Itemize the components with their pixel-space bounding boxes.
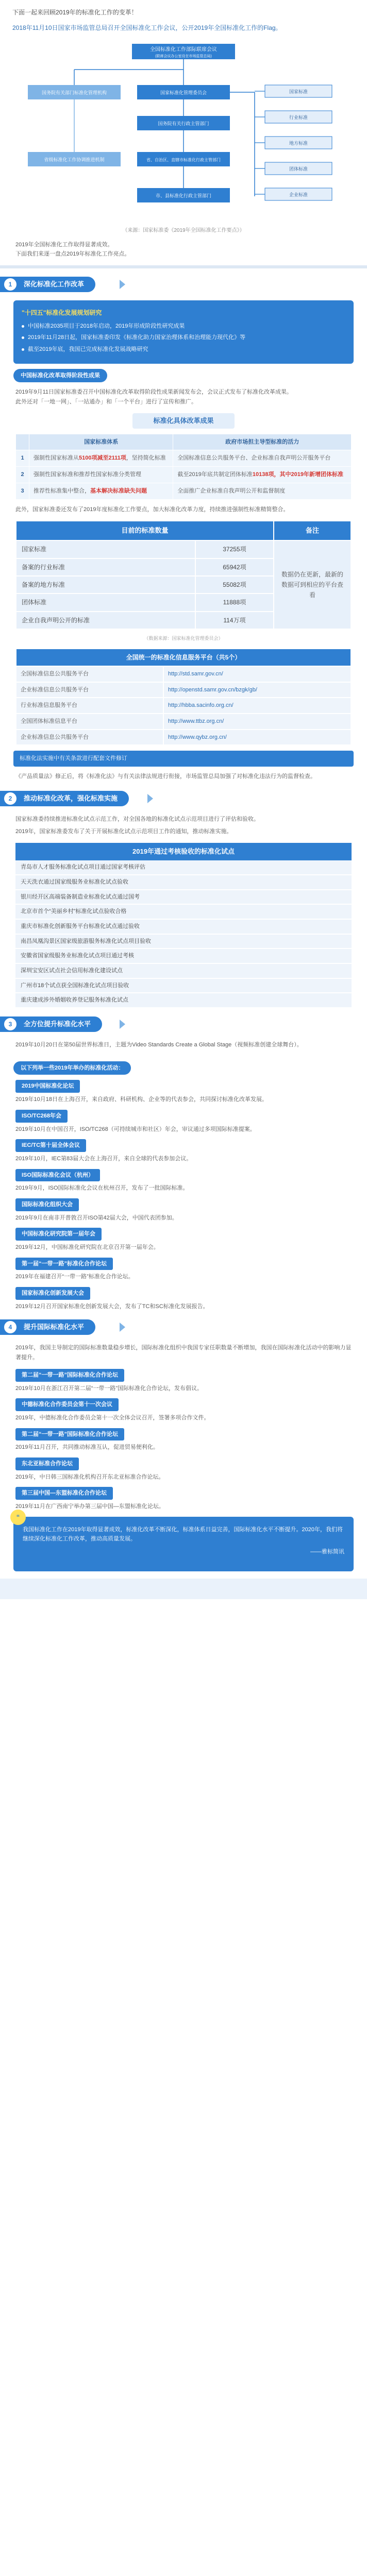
platform-title: 全国统一的标准化信息服务平台（共5个） <box>16 649 351 666</box>
section-1-ribbon <box>0 277 95 292</box>
trial-list <box>15 860 352 1008</box>
section-4-ribbon <box>0 1319 95 1335</box>
org-mid-label-3: 市、县标准化行政主管部门 <box>155 193 212 198</box>
results-col-a: 国家标准体系 <box>29 434 173 450</box>
list-item: 青岛市人才服务标准化试点项目通过国家考核评估 <box>15 860 352 875</box>
org-root-label: 全国标准化工作部际联席会议 <box>150 46 217 53</box>
section-1-title: 深化标准化工作改革 <box>24 280 85 289</box>
ribbon-arrow-icon <box>120 280 125 289</box>
closing-text: 我国标准化工作在2019年取得显著成效，标准化改革不断深化，标准体系日益完善，国际标准化水平不断提升。2020年，我们将继续深化标准化工作改革，推动高质量发展。 <box>23 1526 343 1543</box>
closing-sign: ——雅标简讯 <box>310 1549 344 1555</box>
stats-header-note: 备注 <box>274 521 351 540</box>
org-right-label-2: 地方标准 <box>289 140 308 146</box>
law-note-bar: 标准化法实施中有关条款进行配套文件修订 <box>13 751 354 767</box>
org-right-label-3: 团体标准 <box>289 166 308 172</box>
quote-icon: “ <box>10 1510 26 1525</box>
section-1-panel-list <box>22 321 345 354</box>
timeline-item: 中国标准化研究院第一届年会 2019年12月，中国标准化研究院在北京召开第一届年会。 <box>15 1228 352 1252</box>
timeline-item: 第二届“一带一路”国际标准化合作论坛 2019年10月在浙江召开第二届“一带一路”国际标准化合作论坛，发布倡议。 <box>15 1369 352 1393</box>
platform-link[interactable]: http://openstd.samr.gov.cn/bzgk/gb/ <box>163 682 351 698</box>
timeline-item: 第二届“一带一路”国际标准化合作论坛 2019年11月召开，共同推动标准互认，促进贸易便利化。 <box>15 1428 352 1452</box>
section-1-panel-title: "十四五"标准化发展规划研究 <box>22 309 102 317</box>
platform-link[interactable]: http://www.qybz.org.cn/ <box>163 730 351 745</box>
results-table <box>15 434 352 500</box>
stats-note: 数据仍在更新，最新的数据可到相应的平台查看 <box>274 540 351 629</box>
org-mid-label-0: 国家标准化管理委员会 <box>160 90 207 95</box>
timeline-item: ISO国际标准化会议（杭州） 2019年9月，ISO国际标准化会议在杭州召开，发布了一批国际标准。 <box>15 1169 352 1193</box>
timeline-item: 东北亚标准合作论坛 2019年，中日韩三国标准化机构召开东北亚标准合作论坛。 <box>15 1458 352 1482</box>
table-row: 备案的地方标准 55082项 <box>16 576 351 594</box>
table-row: 团体标准 11888项 <box>16 594 351 611</box>
section-3-timeline <box>15 1080 352 1311</box>
section-4-timeline <box>15 1369 352 1512</box>
section-4-number: 4 <box>4 1321 16 1333</box>
section-3-pill: 以下列举一些2019年举办的标准化活动： <box>13 1061 131 1075</box>
table-row: 企业标准信息公共服务平台 http://openstd.samr.gov.cn/bzgk/gb/ <box>16 682 351 698</box>
law-note-para: 《产品质量法》修正后，将《标准化法》与有关法律法规进行衔接，市场监管总局加强了对标准化违法行为的监督检查。 <box>15 773 316 780</box>
section-4-header <box>0 1316 367 1339</box>
table-row: 1 强制性国家标准从5100项减至2111项，坚持简化标准 全国标准信息公共服务平台、企业标准自我声明公开服务平台 <box>16 450 352 467</box>
section-1-para <box>0 387 367 406</box>
para-after-chart <box>0 240 367 259</box>
list-item: 深圳宝安区试点社会信用标准化建设试点 <box>15 964 352 979</box>
org-right-label-0: 国家标准 <box>289 89 308 94</box>
platform-link[interactable]: http://www.ttbz.org.cn/ <box>163 714 351 730</box>
section-1-para-1: 2019年9月11日国家标准委召开中国标准化改革取得阶段性成果新闻发布会，会议正式发布了标准化改革成果。 <box>15 389 293 396</box>
timeline-item: 国际标准化组织大会 2019年9月在南非开普敦召开ISO第42届大会，中国代表团参加。 <box>15 1198 352 1223</box>
timeline-item: IEC/TC第十届全体会议 2019年10月，IEC第83届大会在上海召开，来自全球的代表参加会议。 <box>15 1139 352 1163</box>
stats-header: 目前的标准数量 <box>16 521 274 540</box>
org-mid-label-1: 国务院有关行政主管部门 <box>158 121 209 126</box>
section-4-title: 提升国际标准化水平 <box>24 1323 85 1331</box>
list-item: 南昌凤凰沟景区国家级旅游服务标准化试点项目验收 <box>15 935 352 950</box>
ribbon-arrow-icon <box>120 1020 125 1029</box>
list-item: 银川经开区高端装备制造业标准化试点通过国考 <box>15 890 352 905</box>
section-1-panel <box>13 300 354 363</box>
platform-link[interactable]: http://hbba.sacinfo.org.cn/ <box>163 698 351 714</box>
org-right-label-4: 企业标准 <box>289 192 308 197</box>
org-left-label-0: 国务院有关部门标准化管理机构 <box>41 90 107 95</box>
timeline-item: 国家标准化创新发展大会 2019年12月召开国家标准化创新发展大会，发布了TC和SC标准化发展报告。 <box>15 1287 352 1311</box>
section-1-header <box>0 274 367 296</box>
section-1-para-2: 此外还对「一地一网」、「一站通办」和「一个平台」进行了宣传和推广。 <box>15 398 197 405</box>
platform-link[interactable]: http://std.samr.gov.cn/ <box>163 666 351 682</box>
timeline-item: 2019中国标准化论坛 2019年10月18日在上海召开，来自政府、科研机构、企业等的代表参会，共同探讨标准化改革发展。 <box>15 1080 352 1104</box>
table-row: 企业标准信息公共服务平台 http://www.qybz.org.cn/ <box>16 730 351 745</box>
table-row: 3 推荐性标准集中整合，基本解决标准缺失问题 全面推广企业标准自我声明公开和监督制度 <box>16 483 352 499</box>
timeline-item: 第一届“一带一路”标准化合作论坛 2019年在福建召开“一带一路”标准化合作论坛。 <box>15 1258 352 1282</box>
list-item: 截至2019年底，我国已完成标准化发展战略研究 <box>22 345 345 354</box>
list-item: 重庆建成涉外婚姻收养登记服务标准化试点 <box>15 993 352 1008</box>
section-2-header <box>0 788 367 810</box>
stats-table <box>15 520 352 630</box>
table-row: 国家标准 37255项 数据仍在更新，最新的数据可到相应的平台查看 <box>16 540 351 558</box>
section-divider <box>0 265 367 268</box>
section-3-header <box>0 1013 367 1036</box>
list-item: 北京市首个“美丽乡村”标准化试点验收合格 <box>15 905 352 920</box>
results-para: 此外，国家标准委还发布了2019年度标准化工作要点，加大标准化改革力度，持续推进强制性标准精简整合。 <box>15 506 289 513</box>
org-mid-label-2: 省、自治区、直辖市标准化行政主管部门 <box>146 157 221 162</box>
stats-source: （数据来源：国家标准化管理委员会） <box>144 636 223 641</box>
table-row: 2 强制性国家标准和推荐性国家标准分类管理 截至2019年底共制定团体标准10138项，其中2019年新增团体标准 <box>16 467 352 483</box>
ribbon-arrow-icon <box>120 1323 125 1332</box>
stats-wrap <box>15 520 352 630</box>
section-2-title: 推动标准化改革，强化标准实施 <box>24 794 118 802</box>
table-row: 备案的行业标准 65942项 <box>16 558 351 576</box>
section-1-number: 1 <box>4 278 16 291</box>
org-root-note: (联席会议办公室设在市场监管总局) <box>155 54 212 58</box>
intro-line-2: 2018年11月10日国家市场监管总局召开全国标准化工作会议，公开2019年全国标准化工作的Flag。 <box>12 24 282 32</box>
section-3-title: 全方位提升标准化水平 <box>24 1020 91 1028</box>
timeline-item: 中德标准化合作委员会第十一次会议 2019年，中德标准化合作委员会第十一次全体会议召开，签署多项合作文件。 <box>15 1398 352 1422</box>
org-chart-caption: （来源：国家标准委《2019年全国标准化工作要点》） <box>122 227 245 233</box>
section-3-number: 3 <box>4 1018 16 1030</box>
platform-table <box>15 648 352 746</box>
footer-band <box>0 1579 367 1599</box>
trial-title: 2019年通过考核验收的标准化试点 <box>15 843 352 860</box>
section-1-pill: 中国标准化改革取得阶段性成果 <box>13 369 107 383</box>
para-after-chart-1: 2019年全国标准化工作取得显著成效。 <box>15 241 113 248</box>
closing-panel <box>13 1513 354 1571</box>
timeline-item: ISO/TC268年会 2019年10月在中国召开，ISO/TC268（可持续城市和社区）年会，审议通过多项国际标准提案。 <box>15 1110 352 1134</box>
list-item: 天天洗衣通过国家级服务业标准化试点验收 <box>15 875 352 890</box>
results-title: 标准化具体改革成果 <box>0 413 367 429</box>
list-item: 中国标准2035项目于2018年启动，2019年形成阶段性研究成果 <box>22 321 345 331</box>
intro <box>0 0 367 33</box>
table-row: 行业标准信息服务平台 http://hbba.sacinfo.org.cn/ <box>16 698 351 714</box>
timeline-item: 第三届中国—东盟标准化合作论坛 2019年11月在广西南宁举办第三届中国—东盟标准化论坛。 <box>15 1487 352 1511</box>
list-item: 安徽省国家级服务业标准化试点项目通过考核 <box>15 949 352 964</box>
section-2-para: 国家标准委持续推进标准化试点示范工作，对全国各地的标准化试点示范项目进行了评估和验收。 2019年，国家标准委发布了关于开展标准化试点示范项目工作的通知，推动标准实施。 <box>15 816 259 835</box>
list-item: 2019年11月28日起，国家标准委印发《标准化助力国家治理体系和治理能力现代化》等 <box>22 333 345 343</box>
list-item: 广州市18个试点获全国标准化试点项目验收 <box>15 979 352 994</box>
para-after-chart-2: 下面我们来逐一盘点2019年标准化工作亮点。 <box>15 251 130 258</box>
section-4-para: 2019年，我国主导制定的国际标准数量稳步增长，国际标准化组织中我国专家任职数量不断增加，我国在国际标准化活动中的影响力显著提升。 <box>15 1345 352 1361</box>
table-row: 企业自我声明公开的标准 114万项 <box>16 612 351 629</box>
org-chart-svg <box>12 39 355 224</box>
section-3-ribbon <box>0 1016 102 1032</box>
section-2-ribbon <box>0 791 129 806</box>
section-3-para: 2019年10月20日在第50届世界标准日，主题为Video Standards Create a Global Stage（视频标准创建全球舞台）。 <box>15 1042 303 1048</box>
org-right-label-1: 行业标准 <box>289 114 308 120</box>
ribbon-arrow-icon <box>147 794 153 803</box>
table-row: 全国团体标准信息平台 http://www.ttbz.org.cn/ <box>16 714 351 730</box>
org-chart <box>12 39 355 224</box>
org-left-label-1: 省级标准化工作协调推进机制 <box>44 157 105 162</box>
section-2-number: 2 <box>4 792 16 805</box>
intro-line-1: 下面一起来回顾2019年的标准化工作的变革！ <box>12 9 138 16</box>
results-col-b: 政府市场担主导型标准的活力 <box>173 434 352 450</box>
table-row: 全国标准信息公共服务平台 http://std.samr.gov.cn/ <box>16 666 351 682</box>
list-item: 重庆市标准化创新服务平台标准化试点通过验收 <box>15 920 352 935</box>
